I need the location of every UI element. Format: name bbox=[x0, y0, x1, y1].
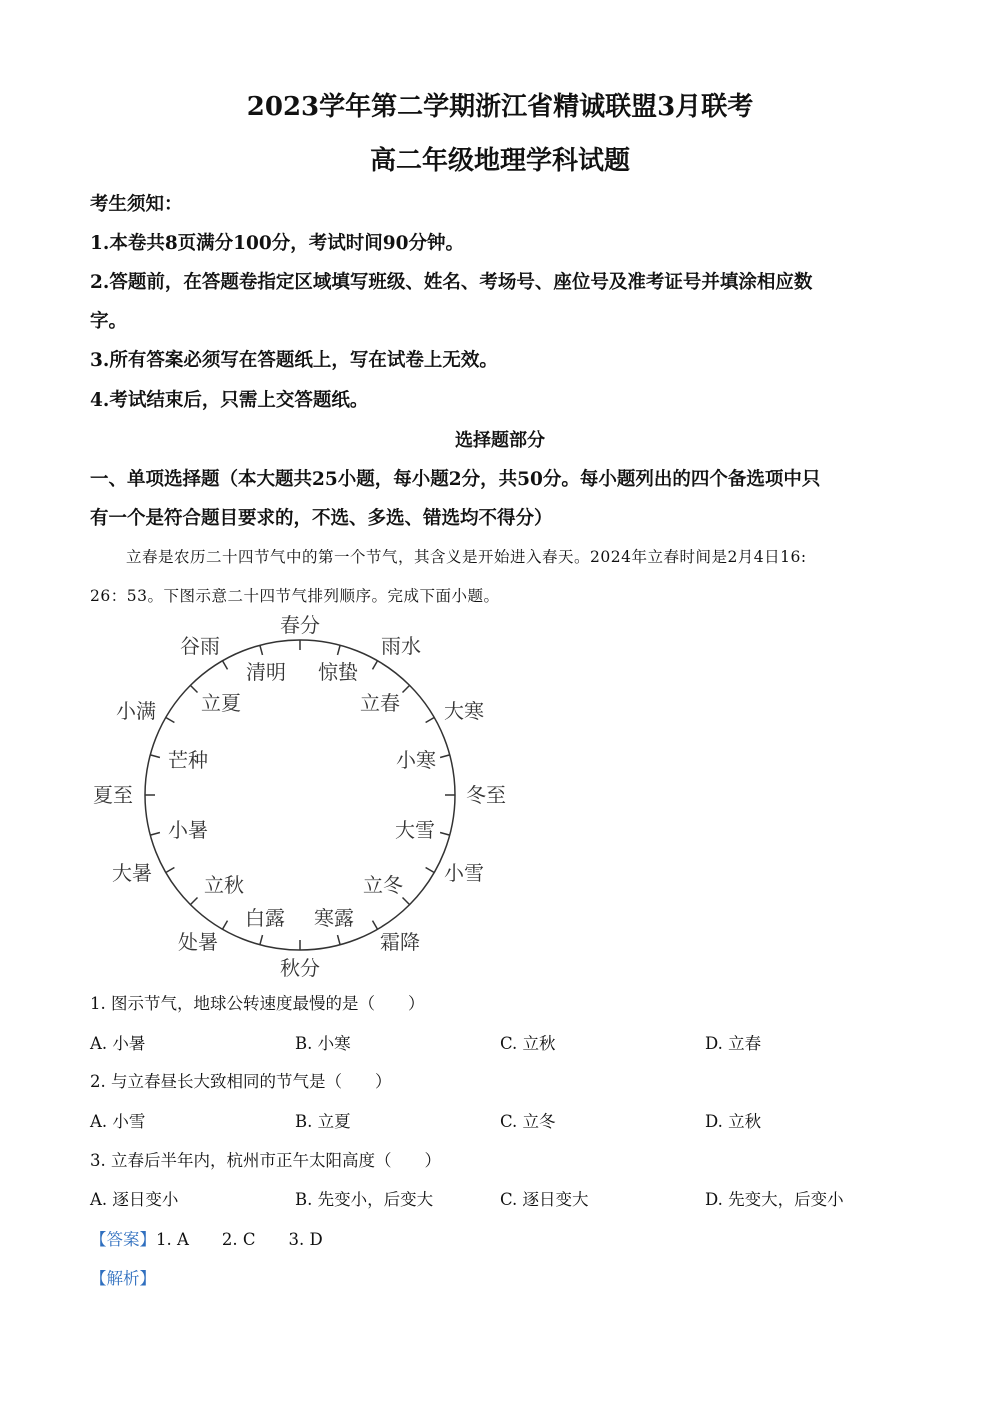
term-label: 小暑 bbox=[168, 818, 208, 842]
analysis-line bbox=[90, 1265, 156, 1289]
answer-values: 1. A 2. C 3. D bbox=[156, 1230, 323, 1249]
term-tick bbox=[338, 935, 341, 945]
term-tick bbox=[150, 755, 160, 758]
term-tick bbox=[440, 833, 450, 836]
question-3-stem: 3. 立春后半年内，杭州市正午太阳高度（ ） bbox=[90, 1151, 441, 1170]
term-label: 大雪 bbox=[395, 818, 435, 842]
term-label: 冬至 bbox=[466, 783, 506, 807]
intro-text: 立春是农历二十四节气中的第一个节气，其含义是开始进入春天。2024年立春时间是2月4日16: bbox=[126, 548, 807, 566]
term-label: 立冬 bbox=[363, 873, 403, 897]
term-label: 春分 bbox=[280, 613, 320, 637]
question-3-option-c: C. 逐日变大 bbox=[500, 1190, 589, 1209]
term-label: 霜降 bbox=[380, 930, 420, 954]
question-1-option-d: D. 立春 bbox=[705, 1034, 762, 1053]
exam-subtitle: 高二年级地理学科试题 bbox=[369, 146, 630, 176]
part-heading: 一、单项选择题（本大题共25小题，每小题2分，共50分。每小题列出的四个备选项中只 bbox=[90, 469, 821, 490]
question-3-option-a: A. 逐日变小 bbox=[90, 1190, 179, 1209]
question-2-stem: 2. 与立春昼长大致相同的节气是（ ） bbox=[90, 1072, 392, 1091]
term-label: 处暑 bbox=[178, 930, 218, 954]
notice-item: 4.考试结束后，只需上交答题纸。 bbox=[90, 390, 369, 411]
question-1-option-a: A. 小暑 bbox=[90, 1034, 146, 1053]
term-tick bbox=[426, 868, 435, 873]
term-tick bbox=[166, 868, 175, 873]
term-label: 立夏 bbox=[201, 691, 241, 715]
term-label: 大暑 bbox=[112, 861, 152, 885]
answer-tag: 【答案】 bbox=[90, 1230, 156, 1249]
term-tick bbox=[260, 935, 263, 945]
term-tick bbox=[338, 645, 341, 655]
question-2-option-b: B. 立夏 bbox=[295, 1112, 351, 1131]
intro-text-cont: 26：53。下图示意二十四节气排列顺序。完成下面小题。 bbox=[90, 587, 500, 605]
term-label: 惊蛰 bbox=[318, 660, 358, 684]
term-ticks bbox=[145, 640, 455, 950]
term-label: 清明 bbox=[246, 660, 286, 684]
term-tick bbox=[190, 685, 197, 692]
term-label: 秋分 bbox=[280, 956, 320, 980]
question-1-option-b: B. 小寒 bbox=[295, 1034, 351, 1053]
question-1-option-c: C. 立秋 bbox=[500, 1034, 556, 1053]
term-label: 立秋 bbox=[204, 873, 244, 897]
term-tick bbox=[223, 921, 228, 930]
term-tick bbox=[166, 718, 175, 723]
term-tick bbox=[150, 833, 160, 836]
exam-title: 2023学年第二学期浙江省精诚联盟3月联考 bbox=[246, 92, 754, 122]
question-2-option-c: C. 立冬 bbox=[500, 1112, 556, 1131]
term-label: 大寒 bbox=[444, 699, 484, 723]
solar-terms-diagram bbox=[80, 605, 540, 985]
notice-item: 字。 bbox=[90, 311, 128, 332]
term-label: 立春 bbox=[360, 691, 400, 715]
analysis-tag: 【解析】 bbox=[90, 1269, 156, 1288]
notice-item: 2.答题前，在答题卷指定区域填写班级、姓名、考场号、座位号及准考证号并填涂相应数 bbox=[90, 272, 813, 293]
term-tick bbox=[373, 661, 378, 670]
term-label: 小寒 bbox=[396, 748, 436, 772]
section-title: 选择题部分 bbox=[455, 430, 545, 451]
term-tick bbox=[426, 718, 435, 723]
term-label: 寒露 bbox=[314, 906, 354, 930]
question-2-option-a: A. 小雪 bbox=[90, 1112, 146, 1131]
term-label: 谷雨 bbox=[180, 634, 220, 658]
term-tick bbox=[373, 921, 378, 930]
term-tick bbox=[260, 645, 263, 655]
question-1-stem: 1. 图示节气，地球公转速度最慢的是（ ） bbox=[90, 994, 425, 1013]
term-tick bbox=[440, 755, 450, 758]
term-label: 白露 bbox=[245, 906, 285, 930]
term-tick bbox=[223, 661, 228, 670]
notice-item: 1.本卷共8页满分100分，考试时间90分钟。 bbox=[90, 233, 465, 254]
term-label: 小满 bbox=[116, 699, 156, 723]
notice-heading: 考生须知： bbox=[90, 194, 183, 215]
question-2-option-d: D. 立秋 bbox=[705, 1112, 762, 1131]
question-3-option-d: D. 先变大，后变小 bbox=[705, 1190, 844, 1209]
notice-item: 3.所有答案必须写在答题纸上，写在试卷上无效。 bbox=[90, 350, 498, 371]
answer-line bbox=[90, 1226, 323, 1250]
term-tick bbox=[403, 898, 410, 905]
term-tick bbox=[403, 685, 410, 692]
term-label: 小雪 bbox=[444, 861, 484, 885]
term-label: 夏至 bbox=[93, 783, 133, 807]
term-label: 芒种 bbox=[168, 748, 208, 772]
part-heading-cont: 有一个是符合题目要求的，不选、多选、错选均不得分） bbox=[90, 508, 553, 529]
question-3-option-b: B. 先变小，后变大 bbox=[295, 1190, 434, 1209]
term-tick bbox=[190, 898, 197, 905]
term-label: 雨水 bbox=[381, 634, 421, 658]
